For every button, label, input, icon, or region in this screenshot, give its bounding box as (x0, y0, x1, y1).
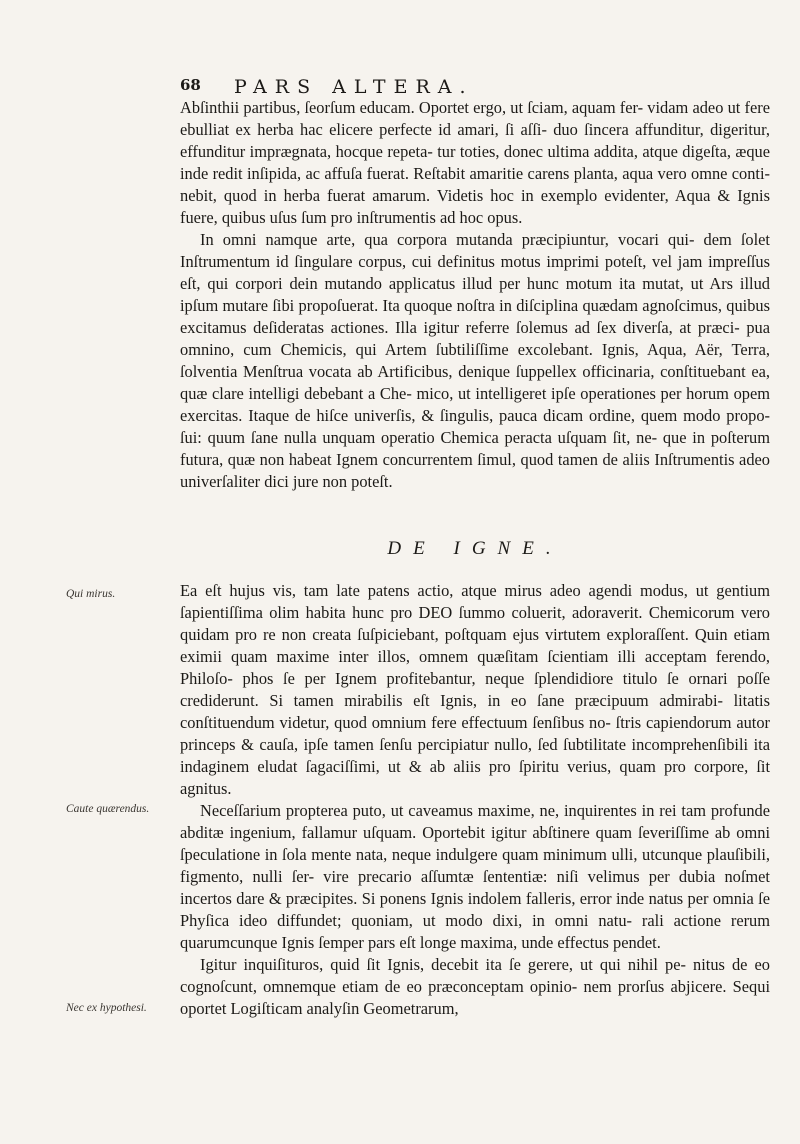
paragraph: In omni namque arte, qua corpora mutanda præcipiuntur, vocari qui- dem ſolet Inſtrumentum id ſingulare corpus, cui definitus motus imprimi poteſt, vel jam impreſſus eſt, qui corpori dein mutando applicatus illud per hunc motum ita mutat, ut Ars illud ipſum mutare ſibi propoſuerat. Ita quoque noſtra in diſciplina quædam agnoſcimus, quibus excitamus deſideratas actiones. Illa igitur referre ſolemus ad ſex diverſa, at præci- pua omnino, cum Chemicis, qui Artem ſubtiliſſime excolebant. Ignis, Aqua, Aër, Terra, ſolventia Menſtrua vocata ab Artificibus, denique ſuppellex officinaria, conſtituebant ea, quæ clare intelligi debebant a Che- mico, ut intelligeret ipſe operationes per horum opem exercitas. Itaque de hiſce univerſis, & ſingulis, pauca dicam ordine, quem modo propo- ſui: quum ſane nulla unquam operatio Chemica peracta uſquam ſit, ne- que in poſterum futura, quæ non habeat Ignem concurrentem ſimul, quod tamen de aliis Inſtrumentis adeo univerſaliter dici jure non poteſt. (180, 230, 770, 491)
text-block-de-igne (180, 580, 770, 1020)
paragraph: Igitur inquiſituros, quid ſit Ignis, decebit ita ſe gerere, ut qui nihil pe- nitus de eo cognoſcunt, omnemque etiam de eo præconceptam opinio- nem prorſus abjicere. Sequi oportet Logiſticam analyſin Geometrarum, (180, 955, 770, 1018)
margin-note: Caute quærendus. (66, 803, 150, 815)
paragraph: Neceſſarium propterea puto, ut caveamus maxime, ne, inquirentes in rei tam profunde abditæ ingenium, fallamur uſquam. Oportebit igitur abſtinere quam ſeveriſſime ab omni ſpeculatione in ſola mente nata, neque indulgere quam minimum ulli, utcunque plauſibili, figmento, nulli ſer- vire precario aſſumtæ ſententiæ: niſi velimus per dubia noſmet incertos dare & præcipites. Si ponens Ignis indolem falleris, error inde natus per omnia ſe Phyſica ideo diffundet; quoniam, ut modo dixi, in omni natu- rali actione rerum quarumcunque Ignis ſemper pars eſt longe maxima, unde effectus pendet. (180, 801, 770, 952)
page-number: 68 (180, 76, 201, 94)
margin-note: Nec ex hypothesi. (66, 1002, 147, 1014)
text-block-instruments (180, 97, 770, 493)
paragraph: Abſinthii partibus, ſeorſum educam. Oportet ergo, ut ſciam, aquam fer- vidam adeo ut fere ebulliat ex herba hac elicere perfecte id amari, ſi aſſi- duo ſincera affunditur, digeritur, effunditur imprægnata, hocque repeta- tur toties, donec ultima addita, atque digeſta, æque inde redit inſipida, ac affuſa fuerat. Reſtabit amaritie carens planta, aqua vero omne conti- nebit, quod in herba fuerat amarum. Videtis hoc in exemplo evidenter, Aqua & Ignis fuere, quibus uſus ſum pro inſtrumentis ad hoc opus. (180, 98, 770, 227)
page-header (180, 76, 740, 98)
margin-note: Qui mirus. (66, 588, 116, 600)
paragraph: Ea eſt hujus vis, tam late patens actio, atque mirus adeo agendi modus, ut gentium ſapientiſſima olim habita hunc pro DEO ſummo coluerit, adoraverit. Chemicorum vero quidam pro re non creata ſuſpiciebant, poſtquam ejus virtutem exploraſſent. Quin etiam eximii quam maxime inter illos, omnem quæſitam ſcientiam illi acceptam ferendo, Philoſo- phos ſe per Ignem profitebantur, neque ſplendidiore titulo ſe ornari poſſe crediderunt. Si tamen mirabilis eſt Ignis, in eo ſane præcipuum admirabi- litatis conſtituendum videtur, quod omnium fere effectuum ſenſibus no- ſtris capiendorum autor princeps & cauſa, ipſe tamen ſenſu percipiatur nullo, ſed ſubtilitate incomprehenſibili ita indaginem eludat ſagaciſſimi, ut & ab aliis pro ſpiritu verius, quam pro corpore, ſit agnitus. (180, 581, 770, 798)
running-title: PARS ALTERA. (234, 76, 474, 98)
section-heading: DE IGNE. (387, 538, 563, 559)
